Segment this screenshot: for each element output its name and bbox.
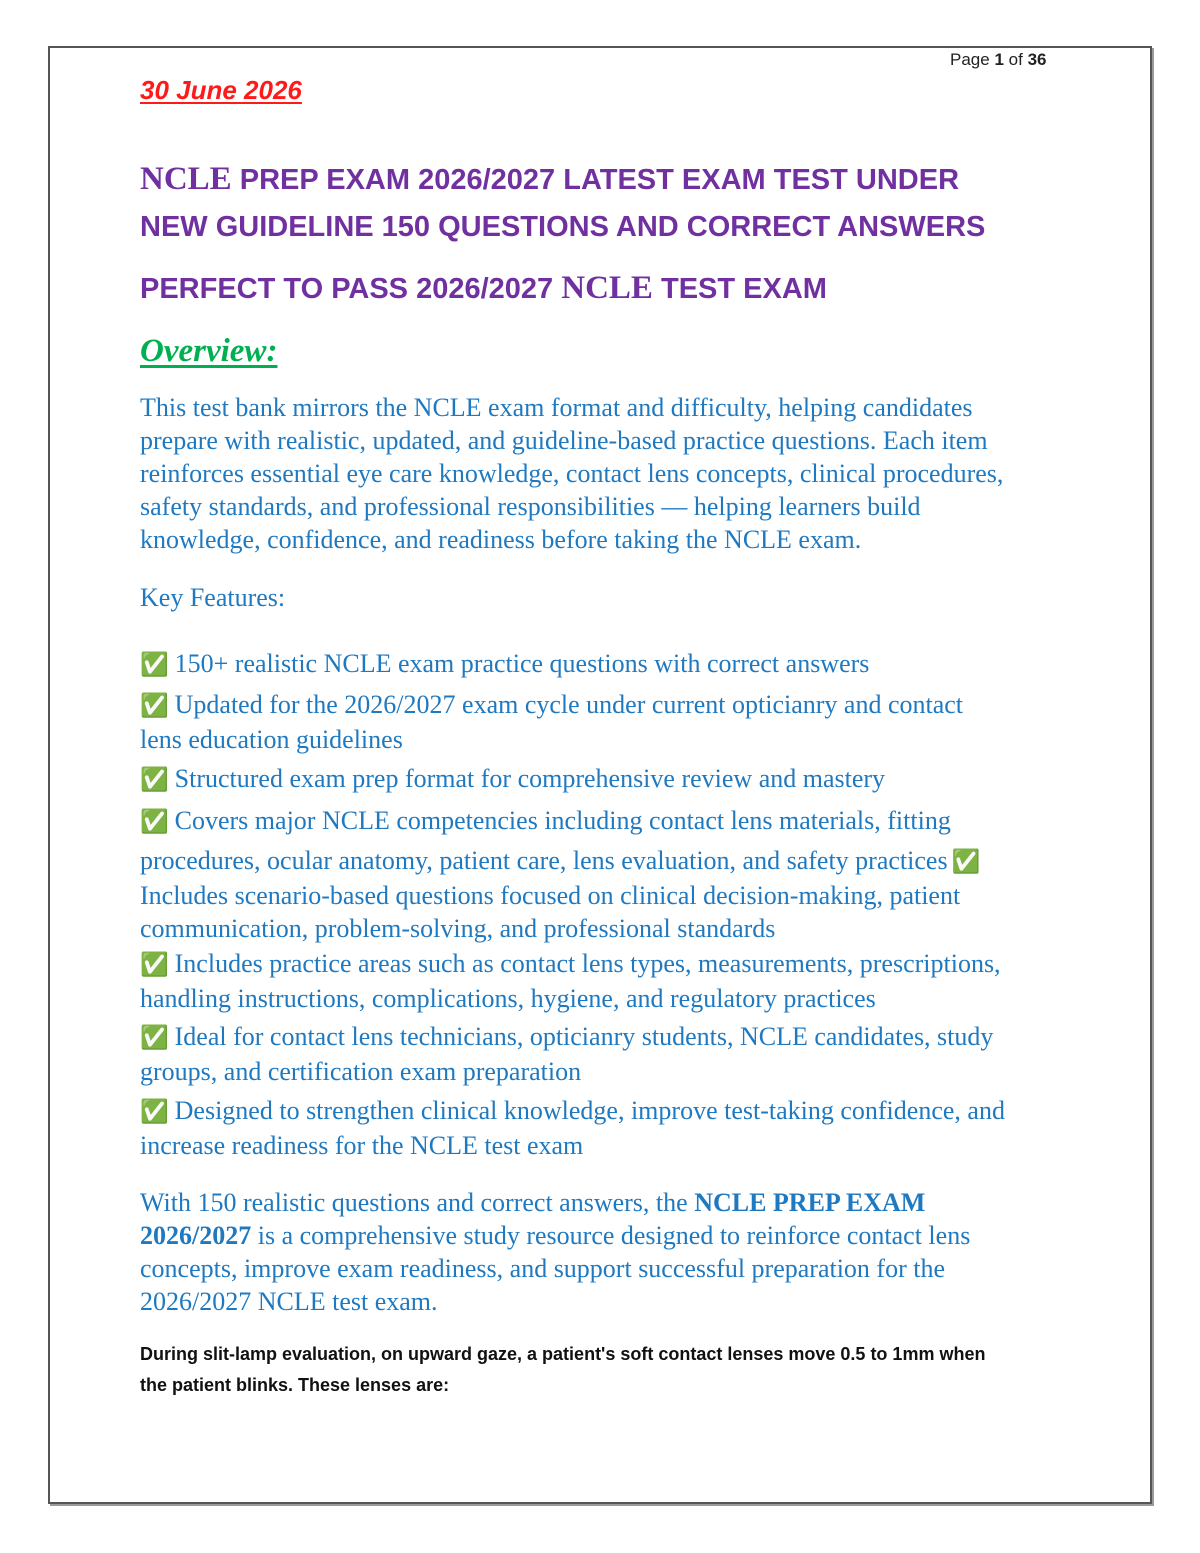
check-icon: ✅	[140, 767, 169, 793]
overview-heading: Overview:	[140, 333, 278, 369]
check-icon: ✅	[140, 1099, 169, 1125]
check-icon: ✅	[140, 809, 169, 835]
document-title	[140, 156, 1040, 251]
check-icon: ✅	[140, 693, 169, 719]
title-line-1: NCLE PREP EXAM 2026/2027 LATEST EXAM TEST UNDER	[140, 161, 960, 197]
feature-item: ✅ Updated for the 2026/2027 exam cycle under current opticianry and contact lens education guidelines	[140, 690, 964, 754]
feature-item: ✅ Ideal for contact lens technicians, opticianry students, NCLE candidates, study groups, and certification exam preparation	[140, 1022, 994, 1086]
document-date: 30 June 2026	[140, 75, 302, 105]
key-features-label: Key Features:	[140, 583, 286, 612]
title-line-3: PERFECT TO PASS 2026/2027 NCLE TEST EXAM	[140, 270, 827, 306]
feature-item: ✅ Structured exam prep format for comprehensive review and mastery	[140, 764, 886, 793]
intro-paragraph: This test bank mirrors the NCLE exam format and difficulty, helping candidates prepare with realistic, updated, and guideline-based practice questions. Each item reinforces essential eye care knowledge, contact lens concepts, clinical procedures, safety standards, and professional responsibilities — helping learners build knowledge, confidence, and readiness before taking the NCLE exam.	[140, 393, 1004, 554]
feature-item: ✅ Designed to strengthen clinical knowledge, improve test-taking confidence, and increase readiness for the NCLE test exam	[140, 1096, 1005, 1160]
title-line-2: NEW GUIDELINE 150 QUESTIONS AND CORRECT ANSWERS	[140, 211, 986, 243]
feature-item: ✅ Includes practice areas such as contact lens types, measurements, prescriptions, handling instructions, complications, hygiene, and regulatory practices	[140, 949, 1001, 1013]
check-icon: ✅	[140, 1025, 169, 1051]
closing-paragraph: With 150 realistic questions and correct answers, the NCLE PREP EXAM 2026/2027 is a comprehensive study resource designed to reinforce contact lens concepts, improve exam readiness, and support successful preparation for the 2026/2027 NCLE test exam.	[140, 1188, 971, 1316]
question-text: During slit-lamp evaluation, on upward gaze, a patient's soft contact lenses move 0.5 to 1mm when the patient blinks. These lenses are:	[140, 1344, 986, 1395]
check-icon: ✅	[951, 849, 981, 875]
feature-item: ✅ Covers major NCLE competencies including contact lens materials, fitting procedures, ocular anatomy, patient care, lens evaluation, and safety practices ✅ Includes scenario-based questions focused on clinical decision-making, patient communication, problem-solving, and professional standards	[140, 806, 981, 943]
check-icon: ✅	[140, 952, 169, 978]
page-number: Page 1 of 36	[950, 50, 1047, 69]
check-icon: ✅	[140, 652, 169, 678]
feature-item: ✅ 150+ realistic NCLE exam practice questions with correct answers	[140, 649, 870, 678]
